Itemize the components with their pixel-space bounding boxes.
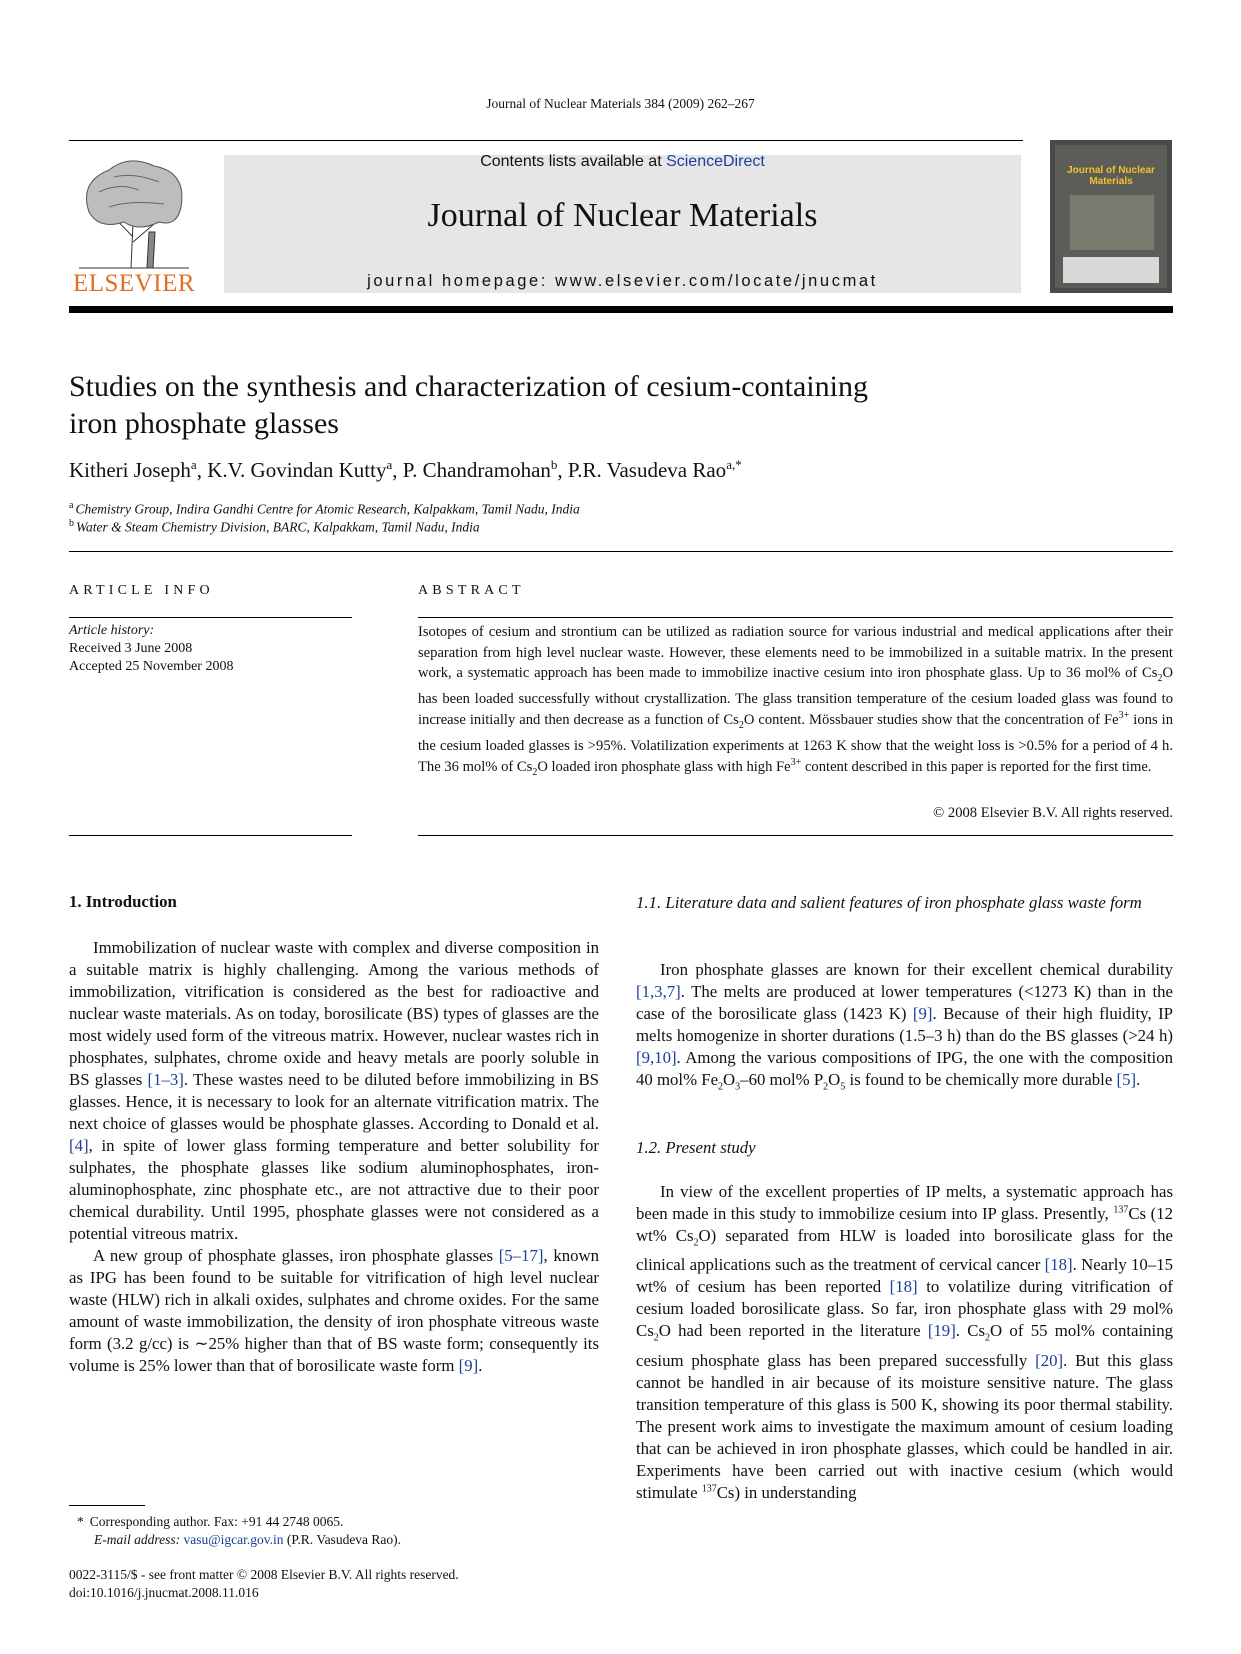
author-affil-mark: a	[386, 457, 393, 472]
email-label: E-mail address:	[94, 1532, 181, 1547]
author-name: P. Chandramohan	[402, 458, 551, 482]
divider	[418, 617, 1173, 618]
affiliation	[69, 500, 580, 518]
literature-body: Iron phosphate glasses are known for their excellent chemical durability [1,3,7]. The melts are produced at lower temperatures (<1273 K) than in the case of the borosilicate glass (1423 K) [9]. Because of their high fluidity, IP melts homogenize in shorter durations (1.5–3 h) than do the BS glasses (>24 h) [9,10]. Among the various compositions of IPG, the one with the composition 40 mol% $Fe_2O_3-60$ mol% $P_2O_5$ is found to be chemically more durable [5].	[636, 960, 1173, 1093]
author-affil-mark: a	[190, 457, 197, 472]
contents-prefix: Contents lists available at	[480, 153, 667, 170]
affiliation-mark: b	[69, 518, 74, 529]
article-history	[69, 622, 233, 676]
elsevier-wordmark: ELSEVIER	[72, 270, 196, 297]
header-thick-rule	[69, 306, 1173, 313]
journal-homepage[interactable]: journal homepage: www.elsevier.com/locate/jnucmat	[367, 272, 878, 290]
author-affil-mark: a,*	[726, 457, 742, 472]
present-study-body: In view of the excellent properties of IP melts, a systematic approach has been made in this study to immobilize cesium into IP glass. Presently, $^{137}$Cs (12 wt% $Cs_2O$) separated from HLW is loaded into borosilicate glass for the clinical applications such as the treatment of cervical cancer [18]. Nearly 10–15 wt% of cesium has been reported [18] to volatilize during vitrification of cesium loaded borosilicate glass. So far, iron phosphate glass with 29 mol% $Cs_2O$ had been reported in the literature [19]. $Cs_2O$ of 55 mol% containing cesium phosphate glass has been prepared successfully [20]. But this glass cannot be handled in air because of its moisture sensitive nature. The glass transition temperature of this glass is 500 K, showing its poor thermal stability. The present work aims to investigate the maximum amount of cesium loading that can be achieved in iron phosphate glasses, which could be handled in air. Experiments have been carried out with inactive cesium (which would stimulate $^{137}$Cs) in understanding	[636, 1182, 1174, 1502]
intro-body: Immobilization of nuclear waste with complex and diverse composition in a suitable matrix is highly challenging. Among the various methods of immobilization, vitrification is considered as the best for radioactive and nuclear waste materials. As on today, borosilicate (BS) types of glasses are the most widely used form of the vitreous matrix. However, nuclear wastes rich in phosphates, sulphates, chrome oxide and heavy metals are poorly soluble in BS glasses [1–3]. These wastes need to be diluted before immobilizing in BS glasses. Hence, it is necessary to look for an alternate vitrification matrix. The next choice of glasses would be phosphate glasses. According to Donald et al. [4], in spite of lower glass forming temperature and better solubility for sulphates, the phosphate glasses like sodium aluminophosphates, iron-aluminophosphate, zinc phosphate etc., are not attractive due to their poor chemical durability. Until 1995, phosphate glasses were not considered as a potential vitreous matrix. A new group of phosphate glasses, iron phosphate glasses [5–17], known as IPG has been found to be suitable for vitrification of high level nuclear waste (HLW) rich in alkali oxides, sulphates and chrome oxides. For the same amount of waste immobilization, the density of iron phosphate vitreous waste form (3.2 g/cc) is ∼25% higher than that of BS waste form; consequently its volume is 25% lower than that of borosilicate waste form [9].	[69, 938, 599, 1375]
divider	[69, 551, 1173, 552]
affiliation-text: Water & Steam Chemistry Division, BARC, Kalpakkam, Tamil Nadu, India	[76, 519, 480, 535]
affiliation	[69, 518, 480, 536]
email-name: (P.R. Vasudeva Rao).	[286, 1532, 402, 1547]
journal-cover-image	[1050, 140, 1172, 293]
divider	[69, 617, 352, 618]
article-title-line: iron phosphate glasses	[69, 407, 339, 440]
affiliation-mark: a	[69, 500, 74, 511]
cover-title: Journal of Nuclear Materials	[1067, 165, 1155, 187]
sciencedirect-link[interactable]: ScienceDirect	[666, 153, 765, 170]
author-name: Kitheri Joseph	[69, 458, 191, 482]
corresponding-footnote: * Corresponding author. Fax: +91 44 2748 0065.	[77, 1514, 344, 1529]
email-footnote	[94, 1531, 401, 1549]
corresponding-text: Corresponding author. Fax: +91 44 2748 0065.	[89, 1514, 344, 1529]
footnote-rule	[69, 1505, 145, 1506]
received-date: Received 3 June 2008	[69, 641, 193, 656]
issn-line: 0022-3115/$ - see front matter © 2008 Elsevier B.V. All rights reserved.	[69, 1567, 459, 1582]
article-title	[69, 368, 1069, 442]
journal-title: Journal of Nuclear Materials	[427, 197, 818, 234]
divider	[69, 835, 352, 836]
affiliation-text: Chemistry Group, Indira Gandhi Centre for Atomic Research, Kalpakkam, Tamil Nadu, India	[75, 501, 580, 517]
journal-citation: Journal of Nuclear Materials 384 (2009) 262–267	[486, 96, 755, 111]
article-title-line: Studies on the synthesis and characterization of cesium-containing	[69, 370, 868, 403]
abstract-copyright: © 2008 Elsevier B.V. All rights reserved.	[933, 805, 1173, 821]
article-info-heading: ARTICLE INFO	[69, 583, 214, 598]
author-name: K.V. Govindan Kutty	[207, 458, 387, 482]
author-list: Kitheri Joseph$^a$, K.V. Govindan Kutty$^a$, P. Chandramohan$^b$, P.R. Vasudeva Rao$^{a,*}$	[69, 457, 742, 482]
header-rule	[69, 140, 1023, 141]
doi-line[interactable]: doi:10.1016/j.jnucmat.2008.11.016	[69, 1585, 259, 1600]
abstract-heading: ABSTRACT	[418, 583, 525, 598]
contents-line	[224, 153, 1021, 171]
subsection-heading: 1.2. Present study	[636, 1138, 756, 1157]
subsection-heading: 1.1. Literature data and salient features of iron phosphate glass waste form	[636, 893, 1142, 912]
accepted-date: Accepted 25 November 2008	[69, 659, 234, 674]
history-label: Article history:	[69, 623, 155, 638]
section-heading: 1. Introduction	[69, 892, 177, 911]
divider	[418, 835, 1173, 836]
email-link[interactable]: vasu@igcar.gov.in	[183, 1532, 284, 1547]
abstract-text: Isotopes of cesium and strontium can be utilized as radiation source for various industrial and medical applications after their separation from high level nuclear waste. However, these elements need to be immobilized in a suitable matrix. In the present work, a systematic approach has been made to immobilize inactive cesium into iron phosphate glass. Up to 36 mol% of $Cs_2O$ has been loaded successfully without crystallization. The glass transition temperature of the cesium loaded glass was found to increase initially and then decrease as a function of $Cs_2O$ content. Mössbauer studies show that the concentration of $Fe^{3+}$ ions in the cesium loaded glasses is >95%. Volatilization experiments at 1263 K show that the weight loss is >0.5% for a period of 4 h. The 36 mol% of $Cs_2O$ loaded iron phosphate glass with high $Fe^{3+}$ content described in this paper is reported for the first time.	[418, 624, 1174, 778]
author-name: P.R. Vasudeva Rao	[567, 458, 727, 482]
author-affil-mark: b	[550, 457, 558, 472]
